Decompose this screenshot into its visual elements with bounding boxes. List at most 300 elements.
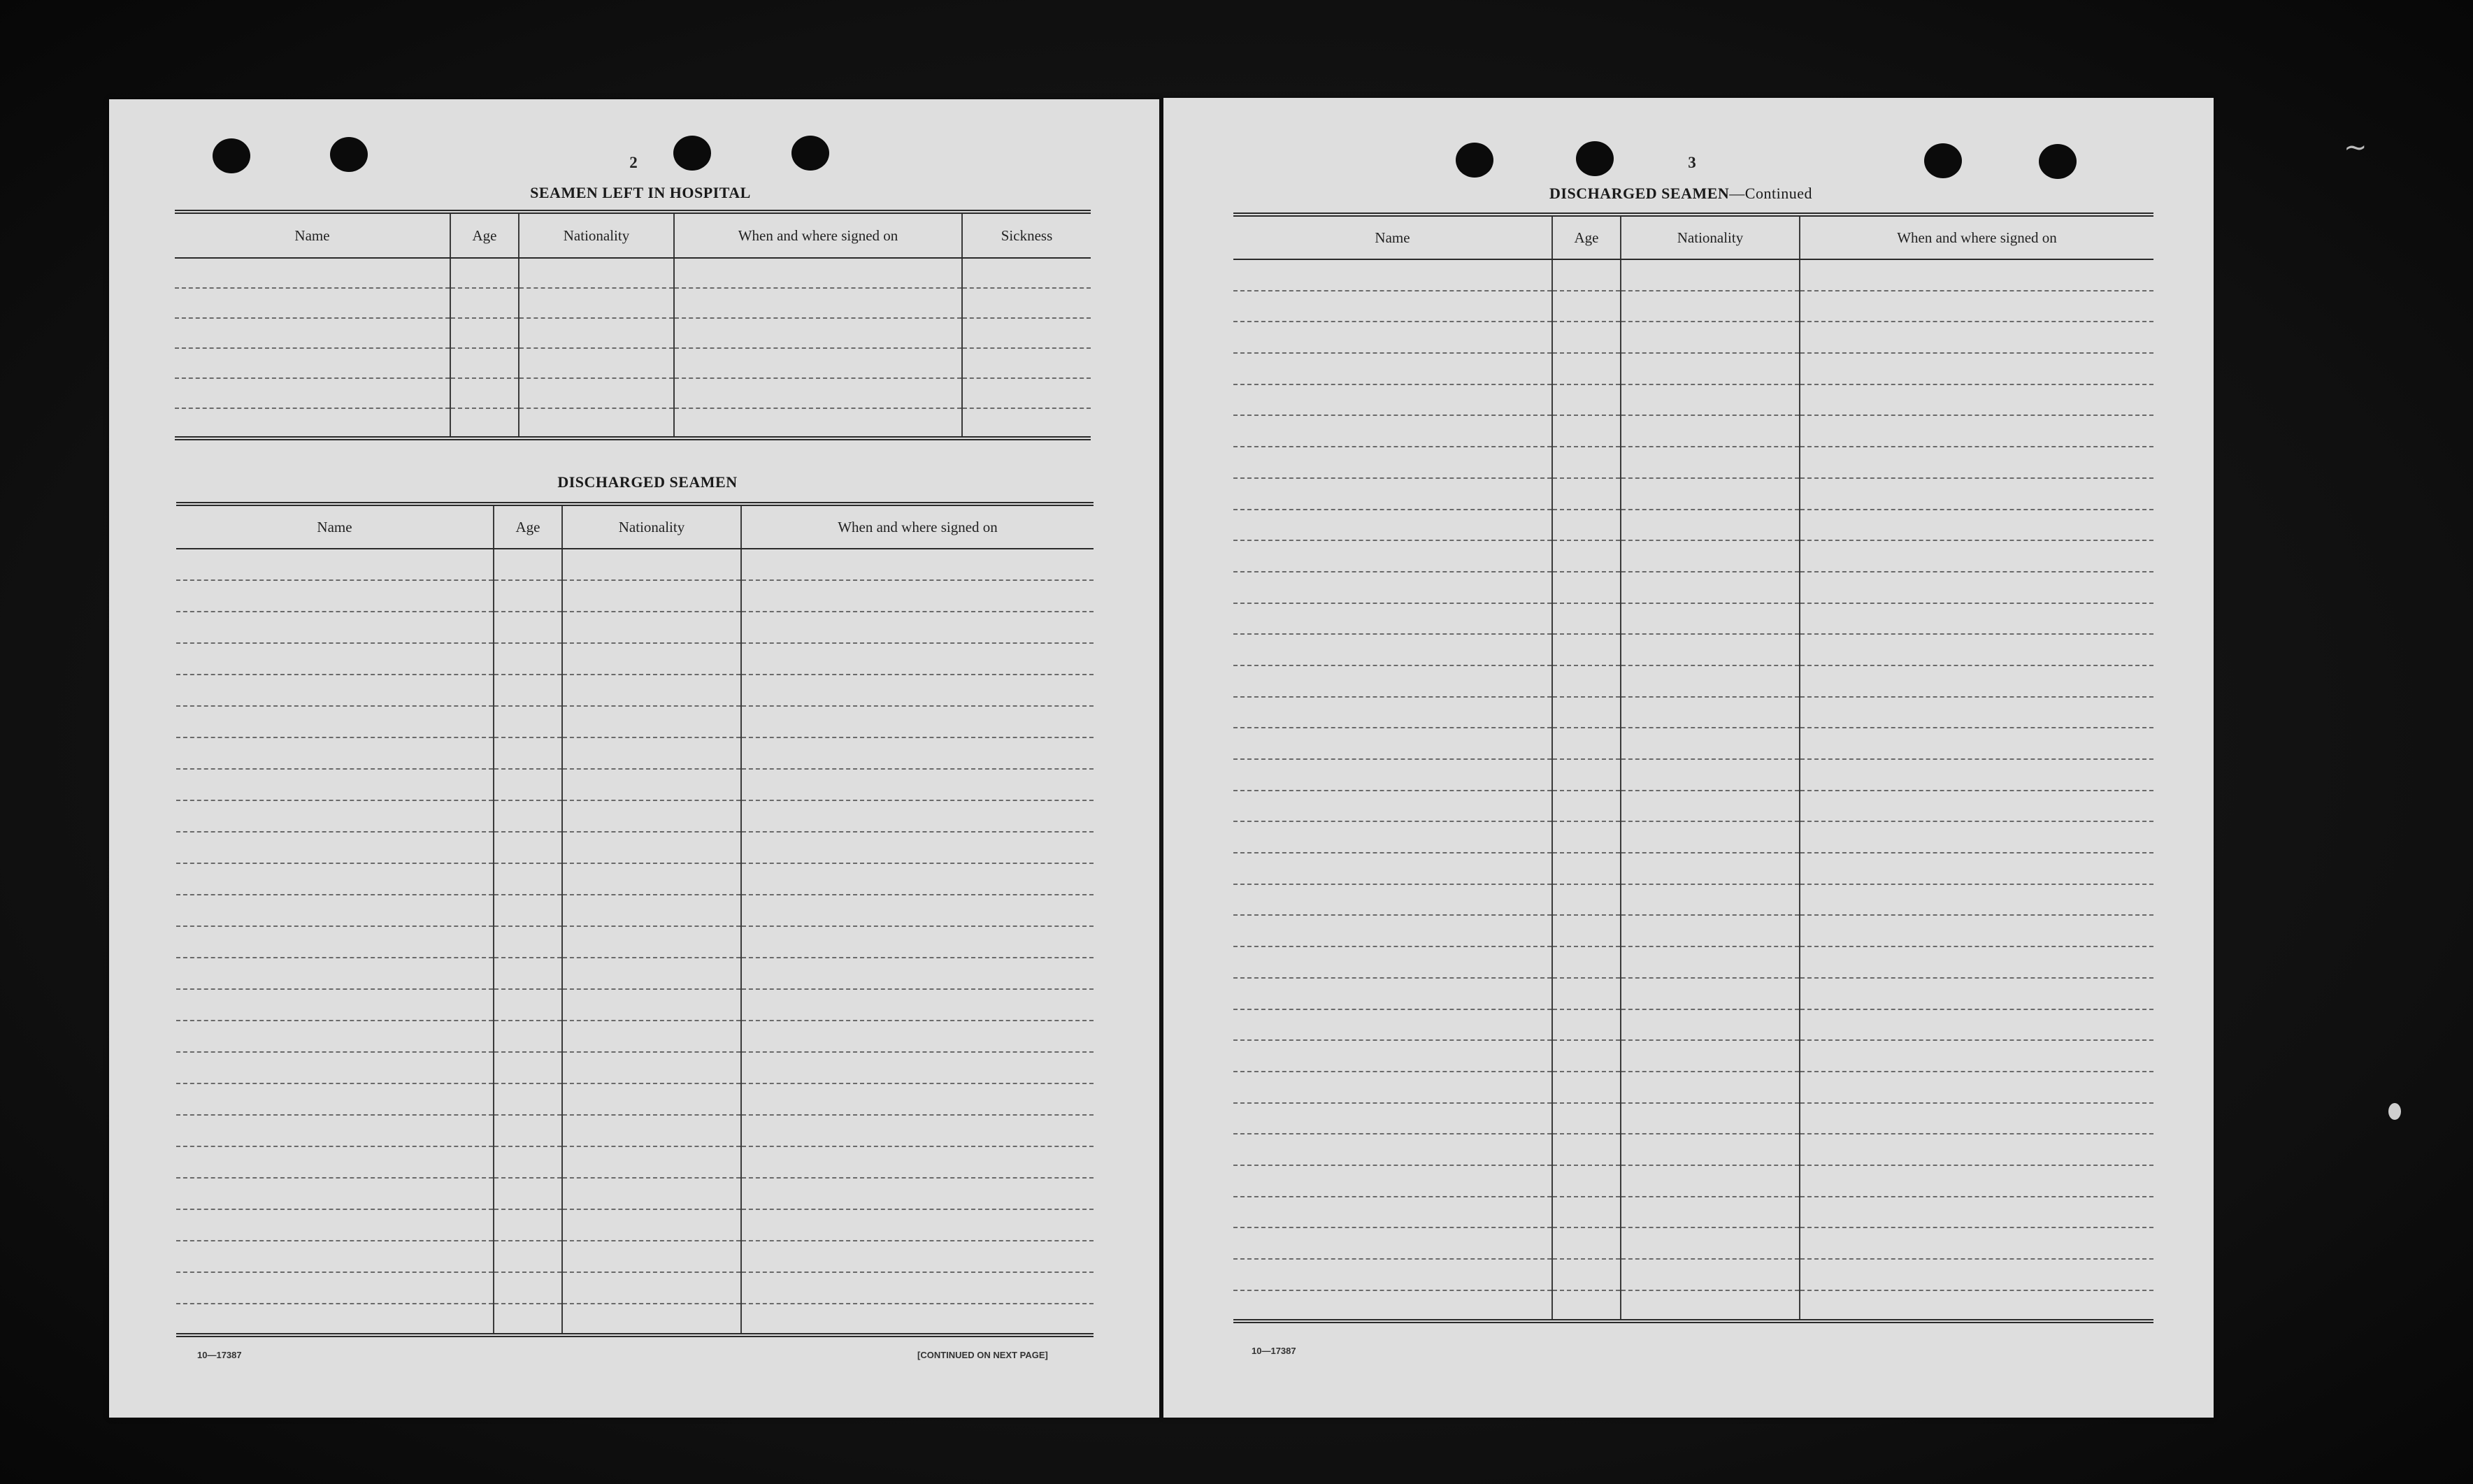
table-cell	[1800, 791, 2153, 822]
table-cell	[1621, 1259, 1800, 1290]
table-cell	[1621, 572, 1800, 603]
column-header-age: Age	[1552, 215, 1621, 259]
discharged-table	[176, 502, 1094, 1337]
table-cell	[562, 1272, 741, 1304]
table-row	[176, 989, 1094, 1021]
right-page	[1163, 98, 2214, 1418]
table-cell	[1800, 1040, 2153, 1072]
table-cell	[1621, 510, 1800, 541]
punch-hole	[213, 138, 250, 173]
table-cell	[175, 258, 450, 288]
discharged-continued-title	[1429, 185, 1933, 203]
table-cell	[1621, 884, 1800, 916]
table-cell	[1621, 1290, 1800, 1322]
table-cell	[1621, 291, 1800, 322]
hospital-table	[175, 210, 1091, 440]
table-cell	[1800, 1103, 2153, 1134]
table-cell	[1800, 884, 2153, 916]
table-cell	[741, 1052, 1094, 1083]
table-cell	[176, 706, 494, 737]
table-row	[1233, 1072, 2153, 1103]
table-cell	[562, 706, 741, 737]
table-cell	[562, 1083, 741, 1115]
table-cell	[494, 1178, 562, 1209]
table-cell	[494, 1241, 562, 1272]
table-cell	[494, 926, 562, 958]
table-cell	[741, 1021, 1094, 1052]
table-row	[1233, 1134, 2153, 1165]
hospital-section-title: SEAMEN LEFT IN HOSPITAL	[530, 184, 751, 201]
table-cell	[450, 408, 519, 438]
table-cell	[1552, 791, 1621, 822]
table-cell	[1800, 1259, 2153, 1290]
table-cell	[674, 378, 962, 408]
table-cell	[1621, 478, 1800, 510]
table-cell	[1552, 697, 1621, 728]
table-cell	[1621, 853, 1800, 884]
table-cell	[176, 863, 494, 895]
table-row	[175, 258, 1091, 288]
table-cell	[1800, 572, 2153, 603]
table-cell	[450, 318, 519, 348]
table-cell	[1800, 415, 2153, 447]
table-cell	[1233, 1290, 1552, 1322]
table-row	[1233, 291, 2153, 322]
table-row	[1233, 510, 2153, 541]
table-cell	[494, 1115, 562, 1146]
table-row	[1233, 884, 2153, 916]
table-cell	[562, 1146, 741, 1178]
table-cell	[176, 832, 494, 863]
table-row	[1233, 259, 2153, 291]
table-cell	[1233, 1103, 1552, 1134]
punch-hole	[791, 136, 829, 171]
table-cell	[741, 989, 1094, 1021]
table-cell	[1800, 540, 2153, 572]
table-row	[176, 895, 1094, 926]
table-cell	[494, 1304, 562, 1335]
table-cell	[741, 863, 1094, 895]
table-cell	[562, 1021, 741, 1052]
table-cell	[1621, 1103, 1800, 1134]
table-cell	[519, 408, 674, 438]
table-row	[176, 769, 1094, 800]
table-cell	[519, 318, 674, 348]
table-row	[176, 1272, 1094, 1304]
table-cell	[741, 1083, 1094, 1115]
table-cell	[674, 408, 962, 438]
table-cell	[176, 895, 494, 926]
punch-hole	[2039, 144, 2077, 179]
table-row	[1233, 728, 2153, 759]
table-cell	[1233, 447, 1552, 478]
table-cell	[1621, 759, 1800, 791]
table-cell	[450, 258, 519, 288]
table-cell	[176, 926, 494, 958]
table-row	[1233, 1197, 2153, 1228]
table-cell	[562, 895, 741, 926]
table-cell	[1621, 791, 1800, 822]
table-cell	[562, 1178, 741, 1209]
table-cell	[562, 832, 741, 863]
table-cell	[1552, 447, 1621, 478]
table-cell	[741, 580, 1094, 612]
table-cell	[1621, 603, 1800, 635]
table-cell	[494, 1052, 562, 1083]
table-row	[1233, 634, 2153, 665]
table-cell	[494, 1272, 562, 1304]
table-cell	[1800, 384, 2153, 416]
table-cell	[176, 989, 494, 1021]
table-cell	[1621, 697, 1800, 728]
table-cell	[562, 1241, 741, 1272]
table-cell	[1800, 728, 2153, 759]
table-cell	[741, 737, 1094, 769]
table-cell	[494, 737, 562, 769]
column-header-signed-on: When and where signed on	[674, 212, 962, 258]
table-cell	[494, 580, 562, 612]
table-cell	[562, 580, 741, 612]
table-row	[176, 1178, 1094, 1209]
table-cell	[494, 1021, 562, 1052]
table-cell	[176, 643, 494, 675]
table-cell	[562, 1052, 741, 1083]
table-cell	[1800, 291, 2153, 322]
table-cell	[1800, 759, 2153, 791]
column-header-name: Name	[175, 212, 450, 258]
table-row	[1233, 1290, 2153, 1322]
table-cell	[1552, 322, 1621, 353]
punch-hole	[1924, 143, 1962, 178]
table-cell	[962, 288, 1091, 318]
table-cell	[1800, 1134, 2153, 1165]
column-header-age: Age	[450, 212, 519, 258]
table-cell	[562, 800, 741, 832]
table-row	[176, 1083, 1094, 1115]
table-cell	[176, 958, 494, 989]
continued-note: [CONTINUED ON NEXT PAGE]	[917, 1350, 1048, 1360]
table-row	[176, 737, 1094, 769]
table-cell	[176, 549, 494, 580]
table-cell	[674, 288, 962, 318]
table-cell	[562, 612, 741, 643]
table-cell	[1800, 978, 2153, 1009]
table-cell	[1621, 1165, 1800, 1197]
table-cell	[1233, 322, 1552, 353]
table-cell	[1233, 728, 1552, 759]
table-cell	[176, 1209, 494, 1241]
table-cell	[962, 258, 1091, 288]
form-number: 10—17387	[1252, 1346, 1296, 1356]
table-cell	[562, 737, 741, 769]
scan-mark	[2388, 1103, 2401, 1120]
column-header-nationality: Nationality	[519, 212, 674, 258]
table-cell	[1233, 1009, 1552, 1041]
table-cell	[1621, 978, 1800, 1009]
table-cell	[562, 926, 741, 958]
table-cell	[1552, 1072, 1621, 1103]
table-cell	[1552, 1290, 1621, 1322]
table-cell	[1800, 478, 2153, 510]
table-cell	[175, 378, 450, 408]
table-row	[176, 549, 1094, 580]
table-cell	[176, 769, 494, 800]
table-row	[175, 348, 1091, 378]
punch-hole	[1576, 141, 1614, 176]
table-cell	[1552, 821, 1621, 853]
table-cell	[1233, 1040, 1552, 1072]
table-row	[1233, 791, 2153, 822]
table-cell	[1233, 884, 1552, 916]
table-cell	[741, 958, 1094, 989]
table-cell	[1621, 540, 1800, 572]
table-row	[1233, 415, 2153, 447]
table-cell	[176, 1083, 494, 1115]
table-cell	[562, 769, 741, 800]
table-row	[1233, 572, 2153, 603]
table-cell	[1800, 1072, 2153, 1103]
table-cell	[1621, 946, 1800, 978]
punch-hole	[1456, 143, 1493, 178]
table-cell	[494, 1146, 562, 1178]
table-cell	[1552, 603, 1621, 635]
table-cell	[1621, 1227, 1800, 1259]
table-row	[1233, 540, 2153, 572]
table-cell	[519, 258, 674, 288]
table-cell	[1621, 415, 1800, 447]
table-cell	[450, 288, 519, 318]
table-cell	[1800, 946, 2153, 978]
table-row	[175, 318, 1091, 348]
table-cell	[494, 989, 562, 1021]
table-cell	[562, 1209, 741, 1241]
table-cell	[1552, 1134, 1621, 1165]
table-cell	[562, 675, 741, 706]
table-cell	[1800, 697, 2153, 728]
table-row	[176, 643, 1094, 675]
table-row	[176, 580, 1094, 612]
table-row	[176, 612, 1094, 643]
column-header-signed-on: When and where signed on	[741, 504, 1094, 549]
table-cell	[741, 895, 1094, 926]
table-cell	[741, 769, 1094, 800]
table-cell	[1233, 978, 1552, 1009]
table-cell	[176, 1304, 494, 1335]
form-number: 10—17387	[197, 1350, 242, 1360]
table-row	[176, 958, 1094, 989]
table-cell	[519, 288, 674, 318]
table-cell	[674, 258, 962, 288]
table-cell	[1552, 1227, 1621, 1259]
table-row	[1233, 322, 2153, 353]
table-cell	[741, 1146, 1094, 1178]
table-row	[176, 675, 1094, 706]
table-cell	[494, 895, 562, 926]
table-cell	[1233, 853, 1552, 884]
table-cell	[1800, 915, 2153, 946]
table-cell	[1800, 1227, 2153, 1259]
table-row	[175, 288, 1091, 318]
table-cell	[741, 675, 1094, 706]
table-cell	[962, 378, 1091, 408]
table-cell	[176, 1178, 494, 1209]
table-cell	[494, 612, 562, 643]
table-cell	[494, 769, 562, 800]
table-cell	[741, 1304, 1094, 1335]
table-cell	[175, 348, 450, 378]
table-cell	[176, 580, 494, 612]
table-cell	[1621, 384, 1800, 416]
column-header-name: Name	[176, 504, 494, 549]
column-header-sickness: Sickness	[962, 212, 1091, 258]
table-cell	[1552, 853, 1621, 884]
table-row	[1233, 1227, 2153, 1259]
table-cell	[1800, 1165, 2153, 1197]
table-cell	[1621, 634, 1800, 665]
table-cell	[1552, 1165, 1621, 1197]
table-cell	[674, 318, 962, 348]
table-cell	[1233, 572, 1552, 603]
table-cell	[1800, 634, 2153, 665]
table-cell	[741, 1209, 1094, 1241]
discharged-section-title: DISCHARGED SEAMEN	[557, 473, 738, 491]
table-row	[175, 378, 1091, 408]
table-row	[1233, 853, 2153, 884]
table-cell	[1552, 478, 1621, 510]
table-cell	[176, 1241, 494, 1272]
table-cell	[1552, 915, 1621, 946]
table-cell	[1233, 946, 1552, 978]
table-cell	[519, 378, 674, 408]
table-cell	[1233, 510, 1552, 541]
table-cell	[1800, 259, 2153, 291]
table-cell	[1621, 1009, 1800, 1041]
table-cell	[494, 958, 562, 989]
table-row	[1233, 821, 2153, 853]
table-cell	[562, 1304, 741, 1335]
table-cell	[1552, 540, 1621, 572]
table-cell	[1800, 1009, 2153, 1041]
table-cell	[1233, 791, 1552, 822]
table-cell	[1233, 415, 1552, 447]
table-cell	[1621, 821, 1800, 853]
table-row	[1233, 946, 2153, 978]
table-cell	[1552, 978, 1621, 1009]
table-cell	[741, 1241, 1094, 1272]
table-cell	[1552, 946, 1621, 978]
table-cell	[1233, 821, 1552, 853]
table-cell	[1552, 634, 1621, 665]
table-cell	[1233, 1259, 1552, 1290]
table-cell	[741, 1178, 1094, 1209]
table-cell	[175, 288, 450, 318]
table-cell	[1233, 1227, 1552, 1259]
section-title-suffix: —Continued	[1729, 185, 1812, 202]
table-cell	[1552, 1197, 1621, 1228]
table-cell	[176, 1146, 494, 1178]
table-cell	[1233, 291, 1552, 322]
table-cell	[450, 378, 519, 408]
table-cell	[962, 318, 1091, 348]
table-cell	[1233, 1134, 1552, 1165]
table-cell	[962, 408, 1091, 438]
table-cell	[562, 643, 741, 675]
table-cell	[519, 348, 674, 378]
table-cell	[1621, 1040, 1800, 1072]
table-cell	[962, 348, 1091, 378]
table-row	[176, 706, 1094, 737]
table-row	[176, 1115, 1094, 1146]
table-cell	[562, 989, 741, 1021]
table-cell	[741, 706, 1094, 737]
table-cell	[562, 549, 741, 580]
table-cell	[176, 737, 494, 769]
table-cell	[494, 1209, 562, 1241]
table-row	[176, 863, 1094, 895]
table-cell	[1552, 1259, 1621, 1290]
table-cell	[1552, 1040, 1621, 1072]
table-cell	[1800, 1197, 2153, 1228]
table-cell	[1800, 821, 2153, 853]
table-cell	[741, 549, 1094, 580]
table-cell	[494, 706, 562, 737]
table-cell	[1800, 510, 2153, 541]
table-cell	[176, 800, 494, 832]
scan-mark: ~	[2344, 131, 2367, 164]
table-cell	[674, 348, 962, 378]
table-cell	[175, 408, 450, 438]
table-row	[176, 1021, 1094, 1052]
table-row	[176, 926, 1094, 958]
table-cell	[176, 1021, 494, 1052]
table-cell	[1233, 540, 1552, 572]
table-cell	[1552, 353, 1621, 384]
table-cell	[1233, 759, 1552, 791]
table-cell	[741, 1272, 1094, 1304]
table-cell	[1800, 853, 2153, 884]
punch-hole	[330, 137, 368, 172]
table-row	[176, 800, 1094, 832]
page-number: 2	[629, 154, 638, 171]
column-header-name: Name	[1233, 215, 1552, 259]
table-cell	[562, 1115, 741, 1146]
table-cell	[494, 863, 562, 895]
table-cell	[741, 832, 1094, 863]
table-cell	[494, 800, 562, 832]
discharged-continued-table	[1233, 212, 2153, 1323]
table-row	[1233, 978, 2153, 1009]
table-row	[1233, 1009, 2153, 1041]
table-row	[1233, 478, 2153, 510]
table-row	[175, 408, 1091, 438]
table-cell	[176, 1115, 494, 1146]
table-row	[176, 1209, 1094, 1241]
table-cell	[1233, 915, 1552, 946]
table-row	[1233, 353, 2153, 384]
punch-hole	[673, 136, 711, 171]
table-cell	[176, 675, 494, 706]
table-row	[1233, 1165, 2153, 1197]
table-cell	[1800, 665, 2153, 697]
table-cell	[175, 318, 450, 348]
table-cell	[1800, 603, 2153, 635]
column-header-nationality: Nationality	[562, 504, 741, 549]
table-cell	[1233, 259, 1552, 291]
table-cell	[1621, 1072, 1800, 1103]
table-cell	[1552, 665, 1621, 697]
table-row	[176, 1052, 1094, 1083]
section-title-main: DISCHARGED SEAMEN	[1549, 185, 1730, 202]
